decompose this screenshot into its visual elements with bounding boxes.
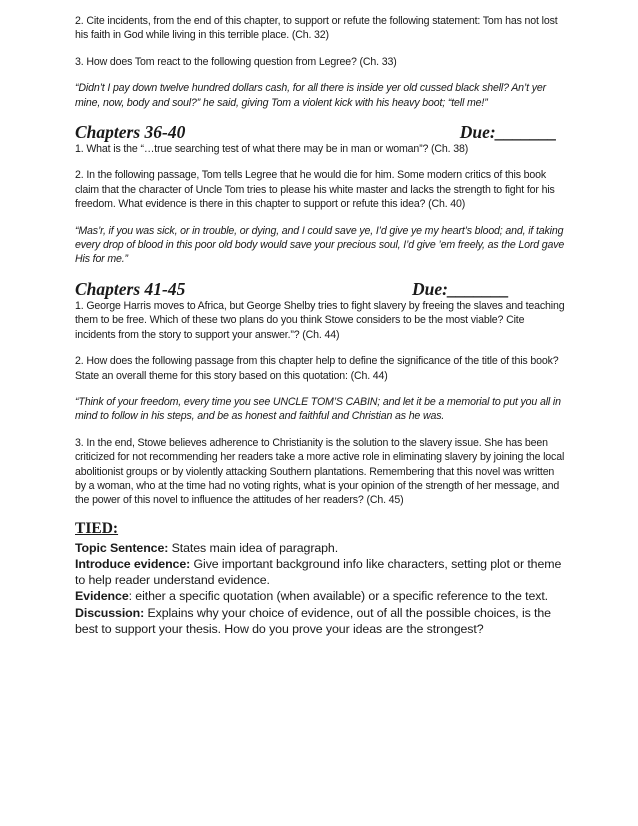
due-date-blank: Due:_______ xyxy=(412,278,510,299)
question-ch45: 3. In the end, Stowe believes adherence to Christianity is the solution to the slavery issue. She has been criticized for not recommending her readers take a more active role in eliminating slavery by joining the local abolitionist groups or by violently attacking Southern plantations. Remembering that this novel was written by a woman, who at the time had no voting rights, what is your opinion of the strength of her message, and the power of this novel to influence the attitudes of her readers? (Ch. 45) xyxy=(75,436,565,507)
chapter-heading-41-45 xyxy=(75,279,565,299)
tied-topic-sentence xyxy=(75,540,565,556)
quote-ch40: “Mas’r, if you was sick, or in trouble, or dying, and I could save ye, I’d give ye my heart’s blood; and, if taking every drop of blood in this poor old body would save your precious soul, I’d give ’em freely, as the Lord gave His for me.” xyxy=(75,224,565,266)
worksheet-page xyxy=(75,14,565,637)
quote-ch33: “Didn’t I pay down twelve hundred dollars cash, for all there is inside yer old cussed black shell? An’t yer mine, now, body and soul?” he said, giving Tom a violent kick with his heavy boot; “tell me!” xyxy=(75,82,546,109)
tied-term: Discussion: xyxy=(75,605,145,620)
question-ch44-title: 2. How does the following passage from this chapter help to define the significance of the title of this book? State an overall theme for this story based on this quotation: (Ch. 44) xyxy=(75,355,559,382)
tied-discussion xyxy=(75,605,565,637)
tied-introduce-evidence xyxy=(75,556,565,588)
tied-term: Topic Sentence: xyxy=(75,540,169,555)
chapter-heading-36-40 xyxy=(75,122,565,142)
tied-text: States main idea of paragraph. xyxy=(168,540,339,555)
question-ch40: 2. In the following passage, Tom tells Legree that he would die for him. Some modern critics of this book claim that the character of Uncle Tom tries to please his white master and lacks the strength to fight for his freedom. What evidence is there in this chapter to support or refute this idea? (Ch. 40) xyxy=(75,169,555,211)
question-ch32: 2. Cite incidents, from the end of this chapter, to support or refute the following statement: Tom has not lost his faith in God while living in this terrible place. (Ch. 32) xyxy=(75,15,558,42)
tied-text: Explains why your choice of evidence, out of all the possible choices, is the best to support your thesis. How do you prove your ideas are the strongest? xyxy=(75,605,551,636)
chapter-title: Chapters 36-40 xyxy=(75,122,186,143)
tied-heading: TIED: xyxy=(75,519,119,537)
tied-term: Evidence xyxy=(75,589,129,604)
due-date-blank: Due:_______ xyxy=(459,122,557,143)
question-ch33: 3. How does Tom react to the following question from Legree? (Ch. 33) xyxy=(75,55,397,68)
tied-text: Give important background info like characters, setting plot or theme to help reader understand evidence. xyxy=(75,556,562,588)
quote-ch44: “Think of your freedom, every time you see UNCLE TOM’S CABIN; and let it be a memorial to put you all in mind to follow in his steps, and be as honest and faithful and Christian as he was. xyxy=(75,395,561,423)
question-ch44-plans: 1. George Harris moves to Africa, but George Shelby tries to fight slavery by freeing the slaves and teaching them to be free. Which of these two plans do you think Stowe considers to be the most viable? Cite incidents from the story to support your answer.”? (Ch. 44) xyxy=(75,299,565,341)
tied-term: Introduce evidence: xyxy=(75,556,191,571)
tied-text: : either a specific quotation (when available) or a specific reference to the text. xyxy=(128,589,549,604)
chapter-title: Chapters 41-45 xyxy=(75,278,186,299)
question-ch38: 1. What is the “…true searching test of what there may be in man or woman”? (Ch. 38) xyxy=(75,143,469,156)
tied-evidence xyxy=(75,588,565,604)
